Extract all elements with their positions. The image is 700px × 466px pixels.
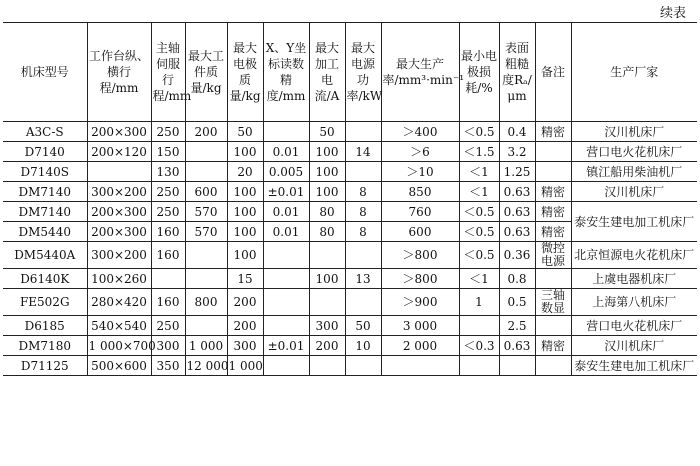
cell-xy-readout-precision <box>263 242 309 269</box>
cell-max-machining-current: 80 <box>309 222 345 242</box>
header-min-electrode-wear: 最小电极损耗/% <box>459 23 499 122</box>
cell-spindle-servo-travel <box>151 269 185 289</box>
table-row <box>3 316 697 336</box>
cell-table-travel: 540×540 <box>87 316 151 336</box>
cell-max-workpiece-mass: 12 000 <box>185 356 227 376</box>
cell-max-electrode-mass: 20 <box>227 162 263 182</box>
cell-xy-readout-precision <box>263 356 309 376</box>
cell-max-power <box>345 162 381 182</box>
table-row <box>3 289 697 316</box>
cell-surface-roughness: 0.5 <box>499 289 535 316</box>
cell-min-electrode-wear: ＜0.5 <box>459 202 499 222</box>
cell-remarks: 精密 <box>535 336 571 356</box>
cell-manufacturer: 镇江船用柴油机厂 <box>571 162 697 182</box>
cell-max-workpiece-mass: 1 000 <box>185 336 227 356</box>
cell-remarks: 精密 <box>535 202 571 222</box>
cell-model: DM7140 <box>3 182 87 202</box>
cell-max-power: 8 <box>345 202 381 222</box>
cell-max-machining-current: 100 <box>309 269 345 289</box>
cell-max-power: 14 <box>345 142 381 162</box>
table-row <box>3 182 697 202</box>
cell-spindle-servo-travel: 250 <box>151 316 185 336</box>
cell-min-electrode-wear: ＜1 <box>459 269 499 289</box>
cell-max-workpiece-mass <box>185 316 227 336</box>
header-row <box>3 23 697 122</box>
cell-max-power <box>345 122 381 142</box>
cell-manufacturer: 汉川机床厂 <box>571 182 697 202</box>
cell-max-machining-current: 200 <box>309 336 345 356</box>
cell-min-electrode-wear: ＜1 <box>459 182 499 202</box>
cell-model: D71125 <box>3 356 87 376</box>
cell-xy-readout-precision: 0.01 <box>263 222 309 242</box>
cell-model: A3C-S <box>3 122 87 142</box>
cell-max-power <box>345 356 381 376</box>
cell-xy-readout-precision: 0.01 <box>263 202 309 222</box>
cell-table-travel: 300×200 <box>87 242 151 269</box>
cell-max-productivity: 600 <box>381 222 459 242</box>
cell-max-productivity: ＞800 <box>381 269 459 289</box>
edm-machine-spec-table <box>3 22 697 376</box>
cell-manufacturer: 北京恒源电火花机床厂 <box>571 242 697 269</box>
cell-table-travel: 280×420 <box>87 289 151 316</box>
header-max-productivity: 最大生产率/mm³·min⁻¹ <box>381 23 459 122</box>
cell-spindle-servo-travel: 250 <box>151 202 185 222</box>
cell-max-workpiece-mass <box>185 142 227 162</box>
table-row <box>3 356 697 376</box>
cell-max-workpiece-mass <box>185 242 227 269</box>
cell-remarks <box>535 356 571 376</box>
cell-min-electrode-wear: ＜0.5 <box>459 242 499 269</box>
cell-max-machining-current <box>309 289 345 316</box>
cell-max-productivity: 850 <box>381 182 459 202</box>
cell-spindle-servo-travel: 160 <box>151 289 185 316</box>
cell-manufacturer: 上虞电器机床厂 <box>571 269 697 289</box>
table-continued-caption: 续表 <box>659 6 686 21</box>
header-surface-roughness: 表面粗糙度Rₐ/μm <box>499 23 535 122</box>
cell-remarks: 微控电源 <box>535 242 571 269</box>
cell-max-power: 8 <box>345 222 381 242</box>
cell-max-power <box>345 289 381 316</box>
cell-table-travel: 300×200 <box>87 182 151 202</box>
cell-min-electrode-wear: ＜0.5 <box>459 122 499 142</box>
cell-max-electrode-mass: 300 <box>227 336 263 356</box>
cell-max-workpiece-mass: 600 <box>185 182 227 202</box>
cell-model: DM7180 <box>3 336 87 356</box>
cell-max-productivity: ＞800 <box>381 242 459 269</box>
cell-model: D6185 <box>3 316 87 336</box>
cell-surface-roughness: 0.63 <box>499 202 535 222</box>
cell-xy-readout-precision: ±0.01 <box>263 182 309 202</box>
cell-max-machining-current <box>309 356 345 376</box>
cell-table-travel: 200×300 <box>87 202 151 222</box>
cell-min-electrode-wear <box>459 356 499 376</box>
cell-max-machining-current <box>309 242 345 269</box>
cell-max-productivity: 760 <box>381 202 459 222</box>
header-manufacturer: 生产厂家 <box>571 23 697 122</box>
cell-manufacturer: 汉川机床厂 <box>571 122 697 142</box>
cell-model: D7140S <box>3 162 87 182</box>
cell-model: D6140K <box>3 269 87 289</box>
cell-max-productivity <box>381 356 459 376</box>
header-max-machining-current: 最大加工电流/A <box>309 23 345 122</box>
cell-surface-roughness: 0.4 <box>499 122 535 142</box>
cell-xy-readout-precision: 0.005 <box>263 162 309 182</box>
cell-model: DM5440 <box>3 222 87 242</box>
cell-table-travel: 1 000×700 <box>87 336 151 356</box>
cell-spindle-servo-travel: 160 <box>151 222 185 242</box>
cell-remarks <box>535 142 571 162</box>
cell-max-productivity: 2 000 <box>381 336 459 356</box>
cell-manufacturer: 汉川机床厂 <box>571 336 697 356</box>
cell-model: D7140 <box>3 142 87 162</box>
cell-spindle-servo-travel: 300 <box>151 336 185 356</box>
cell-min-electrode-wear <box>459 316 499 336</box>
cell-model: DM5440A <box>3 242 87 269</box>
cell-max-workpiece-mass <box>185 162 227 182</box>
cell-max-power: 50 <box>345 316 381 336</box>
header-spindle-servo-travel: 主轴伺服行程/mm <box>151 23 185 122</box>
cell-max-power: 13 <box>345 269 381 289</box>
cell-surface-roughness: 0.63 <box>499 182 535 202</box>
cell-max-power: 8 <box>345 182 381 202</box>
table-row <box>3 122 697 142</box>
cell-manufacturer: 营口电火花机床厂 <box>571 316 697 336</box>
cell-xy-readout-precision <box>263 316 309 336</box>
cell-remarks: 三轴数显 <box>535 289 571 316</box>
cell-model: FE502G <box>3 289 87 316</box>
cell-spindle-servo-travel: 250 <box>151 182 185 202</box>
cell-surface-roughness: 2.5 <box>499 316 535 336</box>
cell-manufacturer: 泰安生建电加工机床厂 <box>571 202 697 242</box>
cell-max-electrode-mass: 100 <box>227 222 263 242</box>
cell-remarks <box>535 162 571 182</box>
header-xy-readout-precision: X、Y坐标读数精度/mm <box>263 23 309 122</box>
cell-spindle-servo-travel: 350 <box>151 356 185 376</box>
table-row <box>3 242 697 269</box>
cell-surface-roughness: 0.63 <box>499 222 535 242</box>
table-row <box>3 142 697 162</box>
cell-manufacturer: 营口电火花机床厂 <box>571 142 697 162</box>
cell-max-electrode-mass: 100 <box>227 182 263 202</box>
cell-manufacturer: 上海第八机床厂 <box>571 289 697 316</box>
cell-surface-roughness: 1.25 <box>499 162 535 182</box>
cell-remarks: 精密 <box>535 122 571 142</box>
cell-max-machining-current: 300 <box>309 316 345 336</box>
cell-surface-roughness <box>499 356 535 376</box>
cell-max-machining-current: 100 <box>309 182 345 202</box>
cell-max-electrode-mass: 200 <box>227 316 263 336</box>
cell-xy-readout-precision: 0.01 <box>263 142 309 162</box>
cell-surface-roughness: 3.2 <box>499 142 535 162</box>
header-max-power: 最大电源功率/kW <box>345 23 381 122</box>
cell-spindle-servo-travel: 150 <box>151 142 185 162</box>
cell-surface-roughness: 0.8 <box>499 269 535 289</box>
header-max-electrode-mass: 最大电极质量/kg <box>227 23 263 122</box>
cell-max-workpiece-mass: 800 <box>185 289 227 316</box>
cell-max-workpiece-mass: 200 <box>185 122 227 142</box>
cell-remarks <box>535 269 571 289</box>
cell-max-productivity: ＞900 <box>381 289 459 316</box>
cell-max-workpiece-mass <box>185 269 227 289</box>
cell-max-workpiece-mass: 570 <box>185 222 227 242</box>
cell-table-travel <box>87 162 151 182</box>
cell-xy-readout-precision: ±0.01 <box>263 336 309 356</box>
cell-xy-readout-precision <box>263 269 309 289</box>
cell-max-electrode-mass: 50 <box>227 122 263 142</box>
header-max-workpiece-mass: 最大工件质量/kg <box>185 23 227 122</box>
cell-max-electrode-mass: 100 <box>227 242 263 269</box>
cell-min-electrode-wear: ＜1.5 <box>459 142 499 162</box>
cell-table-travel: 200×300 <box>87 122 151 142</box>
cell-spindle-servo-travel: 160 <box>151 242 185 269</box>
table-row <box>3 336 697 356</box>
cell-max-machining-current: 80 <box>309 202 345 222</box>
cell-table-travel: 500×600 <box>87 356 151 376</box>
cell-table-travel: 100×260 <box>87 269 151 289</box>
cell-max-power <box>345 242 381 269</box>
cell-max-electrode-mass: 15 <box>227 269 263 289</box>
cell-max-workpiece-mass: 570 <box>185 202 227 222</box>
cell-table-travel: 200×120 <box>87 142 151 162</box>
cell-table-travel: 200×300 <box>87 222 151 242</box>
header-model: 机床型号 <box>3 23 87 122</box>
table-row <box>3 269 697 289</box>
cell-min-electrode-wear: 1 <box>459 289 499 316</box>
cell-min-electrode-wear: ＜0.5 <box>459 222 499 242</box>
cell-model: DM7140 <box>3 202 87 222</box>
cell-remarks: 精密 <box>535 222 571 242</box>
cell-max-productivity: 3 000 <box>381 316 459 336</box>
cell-min-electrode-wear: ＜0.3 <box>459 336 499 356</box>
cell-spindle-servo-travel: 130 <box>151 162 185 182</box>
cell-max-electrode-mass: 100 <box>227 142 263 162</box>
cell-max-productivity: ＞10 <box>381 162 459 182</box>
cell-max-electrode-mass: 200 <box>227 289 263 316</box>
cell-spindle-servo-travel: 250 <box>151 122 185 142</box>
table-row <box>3 202 697 222</box>
cell-max-electrode-mass: 1 000 <box>227 356 263 376</box>
cell-max-productivity: ＞6 <box>381 142 459 162</box>
cell-max-machining-current: 50 <box>309 122 345 142</box>
cell-remarks: 精密 <box>535 182 571 202</box>
cell-manufacturer: 泰安生建电加工机床厂 <box>571 356 697 376</box>
cell-max-power: 10 <box>345 336 381 356</box>
cell-min-electrode-wear: ＜1 <box>459 162 499 182</box>
cell-max-machining-current: 100 <box>309 142 345 162</box>
table-row <box>3 162 697 182</box>
cell-surface-roughness: 0.63 <box>499 336 535 356</box>
cell-surface-roughness: 0.36 <box>499 242 535 269</box>
header-remarks: 备注 <box>535 23 571 122</box>
cell-xy-readout-precision <box>263 289 309 316</box>
header-table-travel: 工作台纵、横行程/mm <box>87 23 151 122</box>
cell-xy-readout-precision <box>263 122 309 142</box>
cell-remarks <box>535 316 571 336</box>
cell-max-electrode-mass: 100 <box>227 202 263 222</box>
cell-max-productivity: ＞400 <box>381 122 459 142</box>
cell-max-machining-current: 100 <box>309 162 345 182</box>
